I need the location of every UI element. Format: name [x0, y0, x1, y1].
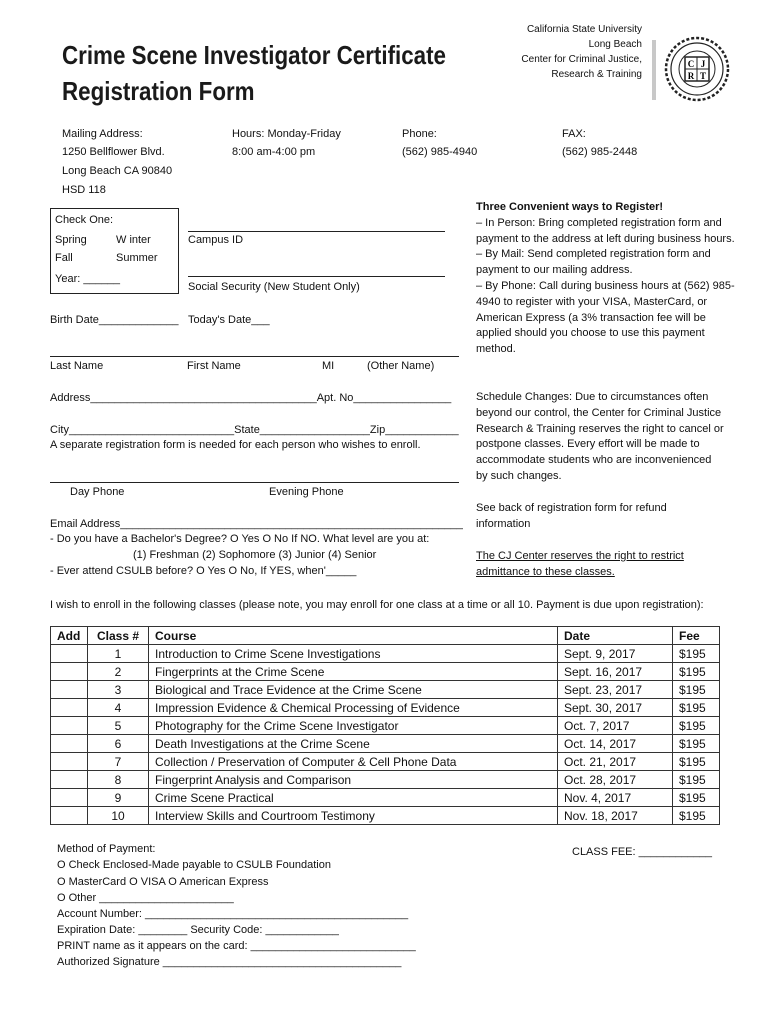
check-one-label: Check One:	[55, 214, 114, 226]
fee-cell: $195	[673, 645, 720, 663]
table-header-row	[51, 627, 720, 645]
table-row	[51, 771, 720, 789]
date-cell: Oct. 7, 2017	[558, 717, 673, 735]
ssn-label: Social Security (New Student Only)	[188, 281, 360, 293]
add-checkbox-cell[interactable]	[51, 807, 88, 825]
phone-field[interactable]	[50, 482, 459, 483]
table-row	[51, 645, 720, 663]
course-cell: Death Investigations at the Crime Scene	[149, 735, 558, 753]
day-phone-label: Day Phone	[70, 486, 125, 498]
course-cell: Fingerprint Analysis and Comparison	[149, 771, 558, 789]
column-header-date: Date	[558, 627, 673, 645]
payment-option-check[interactable]: O Check Enclosed-Made payable to CSULB Foundation	[57, 859, 331, 871]
course-cell: Crime Scene Practical	[149, 789, 558, 807]
date-cell: Oct. 21, 2017	[558, 753, 673, 771]
term-option-fall[interactable]: Fall	[55, 252, 73, 264]
attended-csulb-question[interactable]: - Ever attend CSULB before? O Yes O No, If YES, when'_____	[50, 565, 357, 577]
add-checkbox-cell[interactable]	[51, 789, 88, 807]
org-line: Center for Criminal Justice,	[521, 54, 642, 65]
payment-option-cards[interactable]: O MasterCard O VISA O American Express	[57, 876, 269, 888]
cjrt-seal-logo	[664, 36, 730, 102]
class-fee-field[interactable]: CLASS FEE: ____________	[572, 846, 713, 858]
column-header-class-number: Class #	[88, 627, 149, 645]
fee-cell: $195	[673, 699, 720, 717]
date-cell: Sept. 16, 2017	[558, 663, 673, 681]
todays-date-field[interactable]: Today's Date___	[188, 314, 270, 326]
table-row	[51, 753, 720, 771]
term-option-summer[interactable]: Summer	[116, 252, 158, 264]
mailing-address-label: Mailing Address:	[62, 128, 143, 140]
add-checkbox-cell[interactable]	[51, 753, 88, 771]
course-cell: Impression Evidence & Chemical Processing of Evidence	[149, 699, 558, 717]
add-checkbox-cell[interactable]	[51, 699, 88, 717]
organization-name	[521, 22, 642, 82]
column-header-add: Add	[51, 627, 88, 645]
svg-text:C: C	[687, 59, 695, 69]
enroll-note: I wish to enroll in the following classes (please note, you may enroll for one class at a time or all 10. Payment is due upon registration):	[50, 599, 704, 611]
evening-phone-label: Evening Phone	[269, 486, 344, 498]
other-name-label: (Other Name)	[367, 360, 435, 372]
registration-ways-heading: Three Convenient ways to Register!	[476, 201, 664, 213]
column-header-fee: Fee	[673, 627, 720, 645]
date-cell: Sept. 30, 2017	[558, 699, 673, 717]
by-phone-info: – By Phone: Call during business hours at (562) 985-4940 to register with your VISA, MasterCard, or American Express (a 3% transaction fee will be applied should you choose to use this payment method.	[476, 279, 735, 356]
svg-text:J: J	[700, 59, 706, 69]
city-state-zip-field[interactable]: City___________________________State__________________Zip____________	[50, 424, 459, 436]
table-row	[51, 789, 720, 807]
add-checkbox-cell[interactable]	[51, 663, 88, 681]
phone-label: Phone:	[402, 128, 437, 140]
fee-cell: $195	[673, 735, 720, 753]
registration-ways	[476, 200, 738, 358]
column-header-course: Course	[149, 627, 558, 645]
account-number-field[interactable]: Account Number: ___________________________________________	[57, 908, 409, 920]
class-number-cell: 10	[88, 807, 149, 825]
svg-text:R: R	[687, 71, 695, 81]
fax-label: FAX:	[562, 128, 586, 140]
course-cell: Fingerprints at the Crime Scene	[149, 663, 558, 681]
term-option-spring[interactable]: Spring	[55, 234, 87, 246]
course-cell: Introduction to Crime Scene Investigations	[149, 645, 558, 663]
add-checkbox-cell[interactable]	[51, 717, 88, 735]
class-number-cell: 5	[88, 717, 149, 735]
class-number-cell: 1	[88, 645, 149, 663]
payment-method-label: Method of Payment:	[57, 843, 156, 855]
add-checkbox-cell[interactable]	[51, 681, 88, 699]
fee-cell: $195	[673, 807, 720, 825]
hours-value: 8:00 am-4:00 pm	[232, 146, 316, 158]
class-number-cell: 2	[88, 663, 149, 681]
ssn-field[interactable]	[188, 276, 445, 277]
add-checkbox-cell[interactable]	[51, 771, 88, 789]
header-divider	[652, 40, 656, 100]
last-name-label: Last Name	[50, 360, 104, 372]
class-number-cell: 3	[88, 681, 149, 699]
table-row	[51, 699, 720, 717]
classes-table	[50, 626, 720, 825]
mailing-address-line: Long Beach CA 90840	[62, 165, 173, 177]
date-cell: Sept. 9, 2017	[558, 645, 673, 663]
hours-label: Hours: Monday-Friday	[232, 128, 341, 140]
class-number-cell: 6	[88, 735, 149, 753]
separate-form-note: A separate registration form is needed for each person who wishes to enroll.	[50, 439, 421, 451]
bachelors-degree-question[interactable]: - Do you have a Bachelor's Degree? O Yes O No If NO. What level are you at:	[50, 533, 430, 545]
class-number-cell: 9	[88, 789, 149, 807]
fee-cell: $195	[673, 771, 720, 789]
term-option-winter[interactable]: W inter	[116, 234, 151, 246]
form-title-line1: Crime Scene Investigator Certificate	[62, 40, 446, 70]
date-cell: Nov. 4, 2017	[558, 789, 673, 807]
class-number-cell: 7	[88, 753, 149, 771]
schedule-changes-note: Schedule Changes: Due to circumstances often beyond our control, the Center for Criminal Justice Research & Training reserves the right to cancel or postpone classes. Every effort will be made to accommodate students who are inconvenienced by such changes.	[476, 391, 724, 482]
email-field[interactable]: Email Address________________________________________________________	[50, 518, 463, 530]
refund-note: See back of registration form for refund information	[476, 502, 667, 530]
mailing-address-line: HSD 118	[62, 184, 106, 196]
birth-date-field[interactable]: Birth Date_____________	[50, 314, 179, 326]
year-field[interactable]: Year: ______	[55, 273, 121, 285]
expiration-security-field[interactable]: Expiration Date: ________ Security Code: ____________	[57, 924, 339, 936]
add-checkbox-cell[interactable]	[51, 735, 88, 753]
table-row	[51, 807, 720, 825]
class-number-cell: 8	[88, 771, 149, 789]
by-mail-info: – By Mail: Send completed registration form and payment to our mailing address.	[476, 248, 711, 277]
fee-cell: $195	[673, 789, 720, 807]
fee-cell: $195	[673, 663, 720, 681]
date-cell: Oct. 28, 2017	[558, 771, 673, 789]
table-row	[51, 681, 720, 699]
mi-label: MI	[322, 360, 335, 372]
svg-text:T: T	[699, 71, 707, 81]
date-cell: Nov. 18, 2017	[558, 807, 673, 825]
date-cell: Oct. 14, 2017	[558, 735, 673, 753]
form-title-line2: Registration Form	[62, 76, 255, 106]
org-line: Long Beach	[588, 39, 642, 50]
table-row	[51, 663, 720, 681]
in-person-info: – In Person: Bring completed registration form and payment to the address at left during business hours.	[476, 216, 735, 245]
mailing-address-line: 1250 Bellflower Blvd.	[62, 146, 165, 158]
fee-cell: $195	[673, 753, 720, 771]
level-options[interactable]: (1) Freshman (2) Sophomore (3) Junior (4) Senior	[133, 549, 377, 561]
fax-value: (562) 985-2448	[562, 146, 638, 158]
address-field[interactable]: Address_____________________________________Apt. No________________	[50, 392, 452, 404]
phone-value: (562) 985-4940	[402, 146, 478, 158]
campus-id-field[interactable]	[188, 231, 445, 232]
org-line: California State University	[526, 24, 642, 35]
org-line: Research & Training	[551, 69, 642, 80]
authorized-signature-field[interactable]: Authorized Signature _______________________________________	[57, 956, 402, 968]
fee-cell: $195	[673, 681, 720, 699]
date-cell: Sept. 23, 2017	[558, 681, 673, 699]
course-cell: Interview Skills and Courtroom Testimony	[149, 807, 558, 825]
course-cell: Biological and Trace Evidence at the Crime Scene	[149, 681, 558, 699]
first-name-label: First Name	[187, 360, 241, 372]
course-cell: Collection / Preservation of Computer & Cell Phone Data	[149, 753, 558, 771]
table-row	[51, 717, 720, 735]
print-name-field[interactable]: PRINT name as it appears on the card: ___________________________	[57, 940, 416, 952]
campus-id-label: Campus ID	[188, 234, 244, 246]
name-field[interactable]	[50, 356, 459, 357]
fee-cell: $195	[673, 717, 720, 735]
restrict-admittance-note: The CJ Center reserves the right to restrict admittance to these classes.	[476, 550, 684, 578]
class-number-cell: 4	[88, 699, 149, 717]
add-checkbox-cell[interactable]	[51, 645, 88, 663]
course-cell: Photography for the Crime Scene Investigator	[149, 717, 558, 735]
table-row	[51, 735, 720, 753]
payment-option-other[interactable]: O Other ______________________	[57, 892, 234, 904]
